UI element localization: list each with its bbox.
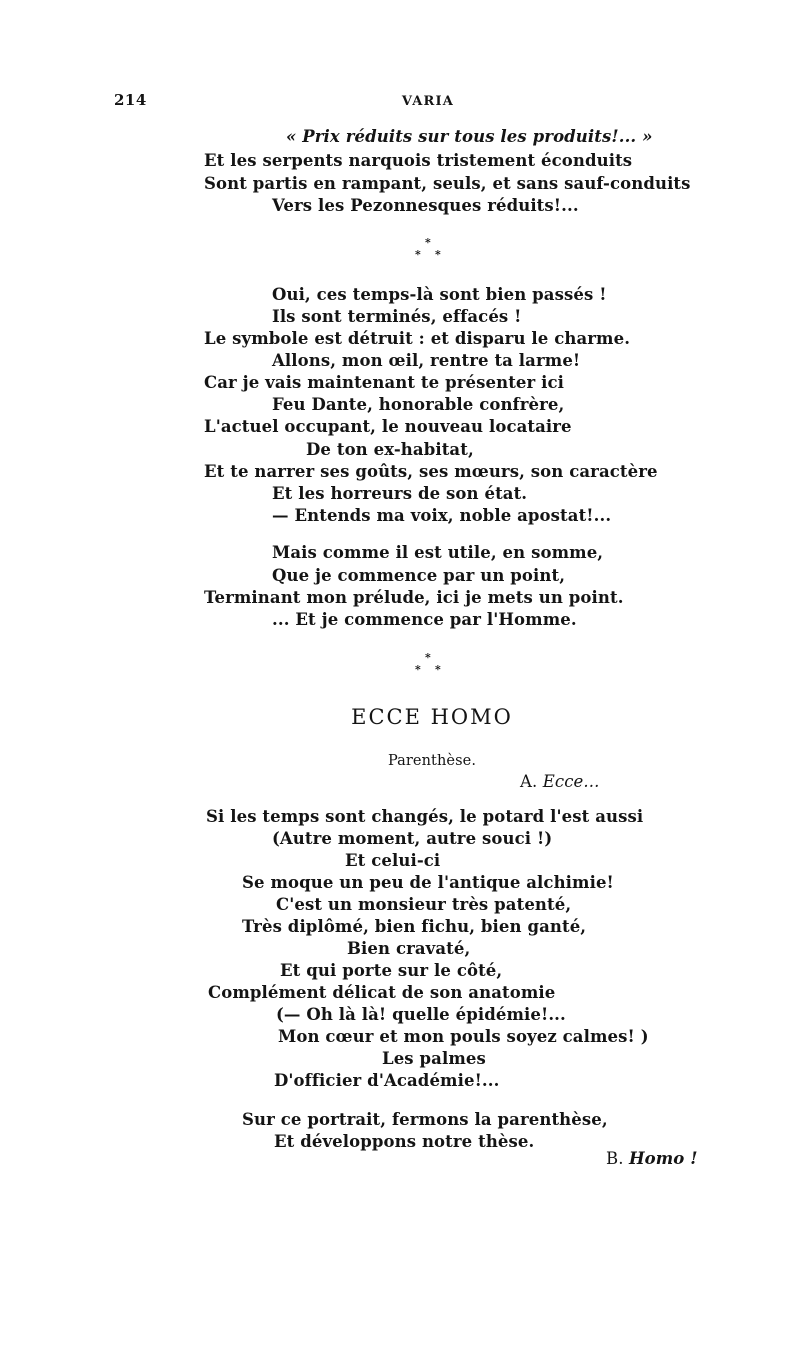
verse-line: Et les serpents narquois tristement éconduits — [204, 151, 633, 170]
verse-line: Les palmes — [382, 1049, 486, 1068]
verse-line: (— Oh là là! quelle épidémie!... — [276, 1005, 566, 1024]
asterisk-glyph: * — [415, 663, 421, 676]
section-title: ECCE HOMO — [351, 705, 513, 729]
part-a-letter: A. — [520, 772, 538, 791]
part-a-heading — [520, 772, 599, 792]
section-subtitle: Parenthèse. — [387, 753, 477, 769]
verse-line: Feu Dante, honorable confrère, — [272, 395, 565, 414]
verse-line: Sont partis en rampant, seuls, et sans sauf-conduits — [204, 174, 691, 193]
verse-line: Bien cravaté, — [347, 939, 471, 958]
asterisk-glyph: * — [425, 651, 431, 664]
verse-line: De ton ex-habitat, — [306, 440, 474, 459]
part-b-heading — [606, 1149, 698, 1169]
verse-line: Car je vais maintenant te présenter ici — [204, 373, 565, 392]
asterisk-glyph: * — [415, 248, 421, 261]
running-title: VARIA — [401, 94, 455, 109]
verse-line: Et celui-ci — [345, 851, 441, 870]
verse-line: (Autre moment, autre souci !) — [272, 829, 553, 848]
part-b-word: Homo ! — [628, 1149, 698, 1168]
verse-line: ... Et je commence par l'Homme. — [272, 610, 577, 629]
part-b-letter: B. — [606, 1149, 624, 1168]
verse-line: Le symbole est détruit : et disparu le charme. — [204, 329, 631, 348]
part-a-word: Ecce... — [542, 772, 600, 791]
verse-line: Et les horreurs de son état. — [272, 484, 528, 503]
verse-line: Mais comme il est utile, en somme, — [272, 543, 604, 562]
verse-line: C'est un monsieur très patenté, — [276, 895, 572, 914]
verse-line: Oui, ces temps-là sont bien passés ! — [272, 285, 607, 304]
verse-line: Terminant mon prélude, ici je mets un point. — [204, 588, 624, 607]
asterism-separator — [410, 237, 450, 267]
verse-line: L'actuel occupant, le nouveau locataire — [204, 417, 572, 436]
verse-line: Et te narrer ses goûts, ses mœurs, son caractère — [204, 462, 658, 481]
asterisk-glyph: * — [435, 663, 441, 676]
asterisk-glyph: * — [435, 248, 441, 261]
verse-line: Vers les Pezonnesques réduits!... — [272, 196, 579, 215]
verse-line: « Prix réduits sur tous les produits!... » — [286, 127, 653, 146]
verse-line: Allons, mon œil, rentre ta larme! — [272, 351, 581, 370]
asterism-separator — [410, 652, 450, 682]
asterisk-glyph: * — [425, 236, 431, 249]
verse-line: Mon cœur et mon pouls soyez calmes! ) — [278, 1027, 649, 1046]
verse-line: Que je commence par un point, — [272, 566, 566, 585]
verse-line: Si les temps sont changés, le potard l'est aussi — [206, 807, 644, 826]
verse-line: Très diplômé, bien fichu, bien ganté, — [242, 917, 587, 936]
verse-line: Sur ce portrait, fermons la parenthèse, — [242, 1110, 608, 1129]
page-number: 214 — [114, 91, 147, 109]
verse-line: Se moque un peu de l'antique alchimie! — [242, 873, 614, 892]
verse-line: — Entends ma voix, noble apostat!... — [272, 506, 612, 525]
verse-line: Et développons notre thèse. — [274, 1132, 535, 1151]
verse-line: Ils sont terminés, effacés ! — [272, 307, 522, 326]
verse-line: Et qui porte sur le côté, — [280, 961, 503, 980]
verse-line: Complément délicat de son anatomie — [208, 983, 556, 1002]
verse-line: D'officier d'Académie!... — [274, 1071, 500, 1090]
